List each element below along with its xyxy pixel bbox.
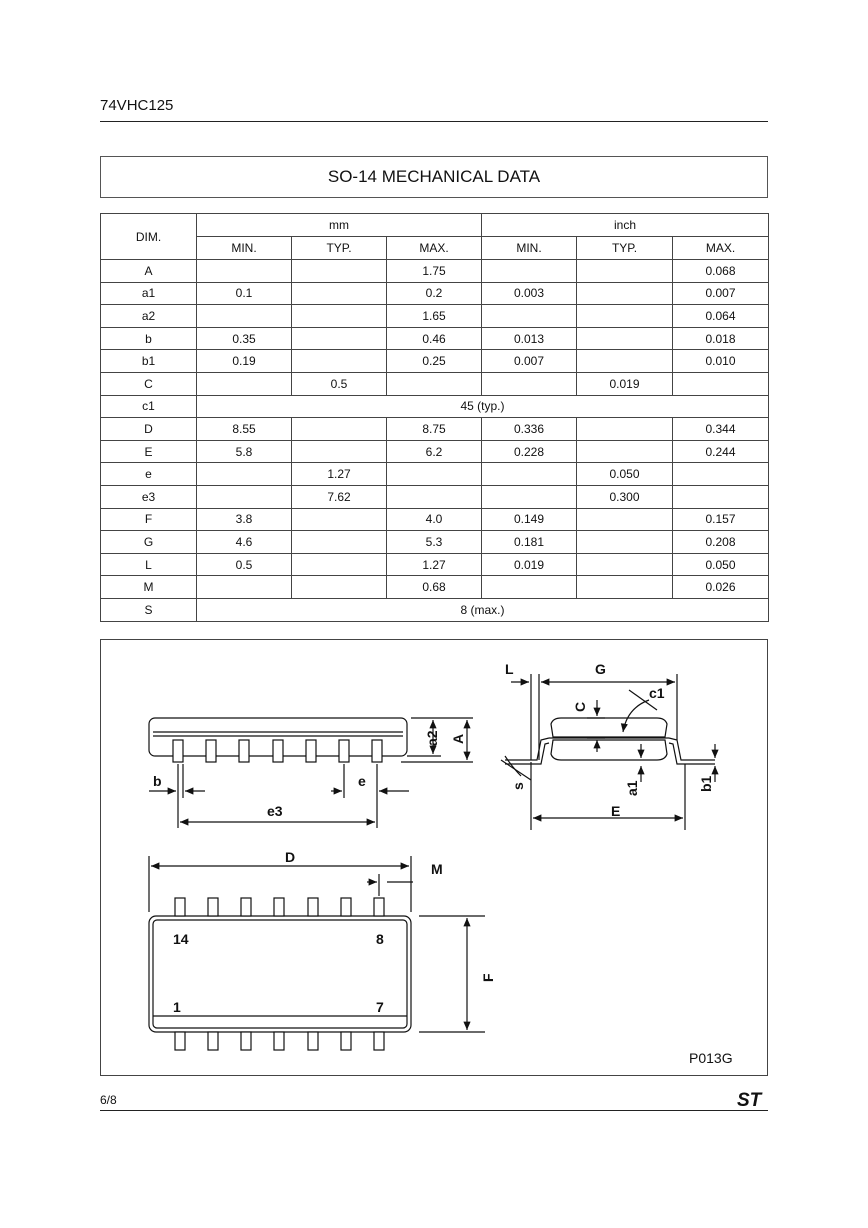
value-cell [673,463,769,486]
dim-cell: F [101,508,197,531]
label-b1: b1 [698,775,714,792]
mm-header: mm [197,214,482,237]
label-e3: e3 [267,803,283,819]
label-s: s [510,782,526,790]
subheader-inch-max: MAX. [673,237,769,260]
value-cell: 4.6 [197,531,292,554]
footer-rule [100,1110,768,1111]
pin-label-1: 1 [173,999,181,1015]
value-cell [673,485,769,508]
value-cell [197,576,292,599]
label-M: M [431,861,443,877]
dim-cell: b1 [101,350,197,373]
dim-cell: S [101,598,197,621]
dim-cell: L [101,553,197,576]
value-cell: 0.244 [673,440,769,463]
value-cell: 0.35 [197,327,292,350]
label-C: C [572,701,588,712]
value-cell: 0.68 [387,576,482,599]
table-row [101,305,769,328]
value-cell [577,350,673,373]
table-row [101,327,769,350]
inch-header: inch [482,214,769,237]
table-row [101,531,769,554]
value-cell [387,463,482,486]
dim-cell: A [101,260,197,283]
value-cell: 0.336 [482,418,577,441]
value-cell: 4.0 [387,508,482,531]
end-view-body-top [551,718,667,737]
value-cell: 0.208 [673,531,769,554]
label-G: G [595,661,606,677]
dim-cell: e3 [101,485,197,508]
value-cell: 0.007 [482,350,577,373]
label-c1: c1 [649,685,665,701]
table-row [101,485,769,508]
value-cell [577,282,673,305]
value-cell: 0.25 [387,350,482,373]
value-cell [387,485,482,508]
value-cell [292,418,387,441]
value-cell [482,576,577,599]
value-cell: 0.5 [197,553,292,576]
value-cell [292,440,387,463]
label-e: e [358,773,366,789]
dim-cell: c1 [101,395,197,418]
table-row [101,418,769,441]
top-view-leads-bottom [175,1032,384,1050]
value-cell: 1.27 [387,553,482,576]
value-cell: 0.1 [197,282,292,305]
value-cell: 3.8 [197,508,292,531]
section-title: SO-14 MECHANICAL DATA [327,167,541,186]
svg-text:ST: ST [737,1090,762,1110]
value-cell [292,553,387,576]
value-cell: 8.55 [197,418,292,441]
value-cell [577,305,673,328]
value-cell: 5.3 [387,531,482,554]
table-row [101,260,769,283]
value-cell: 0.007 [673,282,769,305]
subheader-inch-typ: TYP. [577,237,673,260]
dim-cell: a1 [101,282,197,305]
label-F: F [480,973,496,982]
value-cell: 5.8 [197,440,292,463]
value-cell [292,508,387,531]
st-logo-icon [736,1088,768,1110]
value-cell: 7.62 [292,485,387,508]
value-cell [292,260,387,283]
value-cell: 0.010 [673,350,769,373]
value-cell: 0.157 [673,508,769,531]
value-cell: 1.27 [292,463,387,486]
value-cell: 0.019 [577,372,673,395]
label-L: L [505,661,514,677]
value-cell: 1.65 [387,305,482,328]
value-cell [577,508,673,531]
value-cell: 0.003 [482,282,577,305]
dim-cell: e [101,463,197,486]
label-a2: a2 [424,730,440,746]
page-number: 6/8 [100,1093,117,1107]
value-cell [197,260,292,283]
value-cell [482,372,577,395]
table-row [101,440,769,463]
end-view-body-bottom [551,740,667,760]
value-cell: 0.46 [387,327,482,350]
document-header-title: 74VHC125 [100,97,174,114]
dim-cell: E [101,440,197,463]
value-cell: 0.344 [673,418,769,441]
table-row [101,553,769,576]
value-cell [292,305,387,328]
value-cell: 0.013 [482,327,577,350]
subheader-inch-min: MIN. [482,237,577,260]
pin-label-7: 7 [376,999,384,1015]
value-cell [197,305,292,328]
value-cell: 0.149 [482,508,577,531]
mechanical-data-table [100,213,769,622]
value-cell: 0.026 [673,576,769,599]
label-a1: a1 [624,780,640,796]
header-rule [100,121,768,122]
value-cell: 0.050 [577,463,673,486]
span-value-cell: 45 (typ.) [197,395,769,418]
label-D: D [285,849,296,865]
label-A: A [450,733,466,744]
value-cell: 0.181 [482,531,577,554]
value-cell: 0.19 [197,350,292,373]
dim-header: DIM. [101,214,197,260]
pin-label-8: 8 [376,931,384,947]
value-cell [197,485,292,508]
value-cell [577,553,673,576]
dim-cell: M [101,576,197,599]
value-cell: 0.228 [482,440,577,463]
pin-label-14: 14 [173,931,189,947]
value-cell [673,372,769,395]
package-drawing [100,639,768,1076]
value-cell: 0.018 [673,327,769,350]
table-row [101,282,769,305]
value-cell [197,463,292,486]
drawing-code: P013G [689,1050,733,1066]
value-cell: 6.2 [387,440,482,463]
value-cell [577,576,673,599]
st-logo [736,1088,768,1115]
value-cell: 0.2 [387,282,482,305]
value-cell [292,327,387,350]
table-row [101,576,769,599]
value-cell: 0.068 [673,260,769,283]
value-cell [292,576,387,599]
dim-cell: G [101,531,197,554]
dim-cell: D [101,418,197,441]
value-cell [292,531,387,554]
package-drawing-svg [101,640,767,1075]
value-cell: 1.75 [387,260,482,283]
value-cell [482,305,577,328]
value-cell [577,440,673,463]
value-cell [577,531,673,554]
table-row [101,395,769,418]
table-row [101,350,769,373]
value-cell: 0.019 [482,553,577,576]
value-cell [577,327,673,350]
label-b: b [153,773,162,789]
table-row [101,463,769,486]
subheader-mm-max: MAX. [387,237,482,260]
subheader-mm-min: MIN. [197,237,292,260]
top-view-leads-top [175,898,384,916]
value-cell: 0.300 [577,485,673,508]
label-E: E [611,803,621,819]
table-row [101,598,769,621]
dim-cell: C [101,372,197,395]
value-cell [292,282,387,305]
dim-cell: a2 [101,305,197,328]
table-row [101,508,769,531]
value-cell [577,418,673,441]
value-cell [482,463,577,486]
value-cell: 0.5 [292,372,387,395]
value-cell [197,372,292,395]
value-cell: 0.050 [673,553,769,576]
value-cell [292,350,387,373]
section-title-box [100,156,768,198]
value-cell [482,485,577,508]
value-cell: 0.064 [673,305,769,328]
value-cell: 8.75 [387,418,482,441]
value-cell [482,260,577,283]
table-row [101,372,769,395]
span-value-cell: 8 (max.) [197,598,769,621]
value-cell [577,260,673,283]
dim-cell: b [101,327,197,350]
value-cell [387,372,482,395]
subheader-mm-typ: TYP. [292,237,387,260]
